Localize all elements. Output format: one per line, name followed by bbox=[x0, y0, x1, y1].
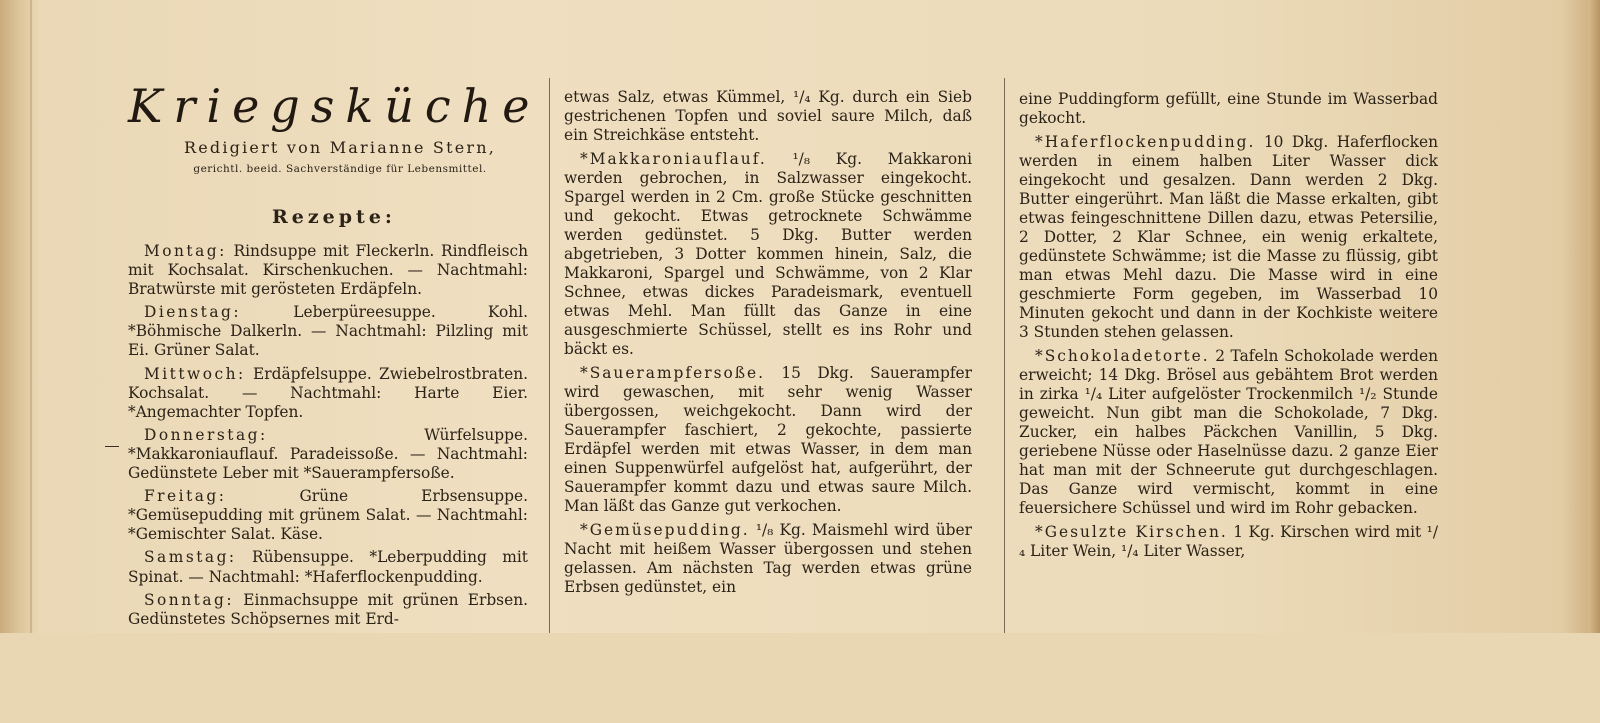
recipe-title: *Schokoladetorte. bbox=[1035, 347, 1210, 365]
page-edge bbox=[1588, 0, 1600, 633]
recipes-heading: Rezepte: bbox=[272, 206, 396, 228]
menu-day-text: Grüne Erbsensuppe. *Gemüsepudding mit grünem Salat. — Nachtmahl: *Gemischter Salat. Käse. bbox=[128, 487, 528, 544]
recipe-text: ¹/₈ Kg. Makkaroni werden gebrochen, in Salzwasser eingekocht. Spargel werden in 2 Cm. große Stücke geschnitten und gekocht. Etwas getrocknete Schwämme werden gedünstet. 5 Dkg. Butter werden abgetrieben, 3 Dotter kommen hinein, Salz, die Makkaroni, Spargel und Schwämme, von 2 Klar Schnee, etwas dickes Paradeismark, eventuell etwas Mehl. Man füllt das Ganze in eine ausgeschmierte Schüssel, stellt es ins Rohr und bäckt es. bbox=[564, 150, 972, 358]
recipe-title: *Gesulzte Kirschen. bbox=[1035, 523, 1228, 541]
menu-day bbox=[128, 303, 528, 360]
menu-day-text: Würfelsuppe. *Makkaroniauflauf. Paradeissoße. — Nachtmahl: Gedünstete Leber mit *Sauerampfersoße. bbox=[128, 425, 528, 483]
recipe-paragraph bbox=[1019, 347, 1438, 518]
menu-day bbox=[128, 591, 528, 629]
menu-day bbox=[128, 548, 528, 586]
recipe-paragraph bbox=[564, 364, 972, 516]
menu-day-label: Donnerstag: bbox=[144, 425, 268, 444]
weekly-menu bbox=[128, 242, 528, 633]
menu-day-label: Dienstag: bbox=[144, 303, 242, 322]
recipe-paragraph bbox=[1019, 133, 1438, 342]
byline: Redigiert von Marianne Stern, bbox=[183, 138, 497, 157]
menu-day-label: Mittwoch: bbox=[144, 364, 246, 383]
recipe-title: *Makkaroniauflauf. bbox=[580, 150, 767, 168]
menu-day-label: Sonntag: bbox=[144, 590, 235, 609]
menu-day-text: Einmachsuppe mit grünen Erbsen. Gedünstetes Schöpsernes mit Erd- bbox=[128, 590, 528, 628]
recipe-paragraph bbox=[564, 521, 972, 597]
menu-day-label: Samstag: bbox=[144, 548, 237, 567]
recipe-text: 10 Dkg. Haferflocken werden in einem halben Liter Wasser dick eingekocht und gesalzen. Dann werden 2 Dkg. Butter eingerührt. Man läßt die Masse erkalten, gibt etwas feingeschnittene Dillen dazu, etwas Petersilie, 2 Dotter, 2 Klar Schnee, ein wenig erkaltete, gedünstete Schwämme; ist die Masse zu flüssig, gibt man etwas Mehl dazu. Die Masse wird in eine geschmierte Form gegeben, im Wasserbad 10 Minuten gekocht und dann in der Kochkiste weitere 3 Stunden stehen gelassen. bbox=[1019, 133, 1438, 341]
recipe-title: *Haferflockenpudding. bbox=[1035, 133, 1256, 151]
recipe-text: eine Puddingform gefüllt, eine Stunde im Wasserbad gekocht. bbox=[1019, 90, 1438, 127]
menu-day bbox=[128, 242, 528, 299]
recipe-column-2 bbox=[564, 88, 972, 721]
page-spine bbox=[30, 0, 32, 633]
margin-mark bbox=[105, 446, 119, 447]
recipe-paragraph bbox=[1019, 523, 1438, 561]
recipe-text: 1 Kg. Kirschen wird mit ¹/₄ Liter Wein, ¹/₄ Liter Wasser, bbox=[1019, 523, 1438, 560]
menu-day-text: Erdäpfelsuppe. Zwiebelrostbraten. Kochsalat. — Nachtmahl: Harte Eier. *Angemachter Topfen. bbox=[128, 364, 528, 421]
byline-subtitle: gerichtl. beeid. Sachverständige für Lebensmittel. bbox=[193, 163, 487, 175]
recipe-text: etwas Salz, etwas Kümmel, ¹/₄ Kg. durch ein Sieb gestrichenen Topfen und soviel saure Milch, daß ein Streichkäse entsteht. bbox=[564, 88, 972, 144]
recipe-column-3 bbox=[1019, 90, 1438, 723]
menu-day bbox=[128, 426, 528, 483]
page-title: Kriegsküche bbox=[128, 79, 541, 133]
recipe-text: 2 Tafeln Schokolade werden erweicht; 14 Dkg. Brösel aus gebähtem Brot werden in zirka ¹/₄ Liter aufgelöster Trockenmilch ¹/₂ Stunde geweicht. Nun gibt man die Schokolade, 7 Dkg. Zucker, ein halbes Päckchen Vanillin, 5 Dkg. geriebene Nüsse oder Haselnüsse dazu. 2 ganze Eier hat man mit der Schneerute gut durchgeschlagen. Das Ganze wird vermischt, kommt in eine feuersichere Schüssel und wird im Rohr gebacken. bbox=[1019, 347, 1438, 517]
menu-day-text: Leberpüreesuppe. Kohl. *Böhmische Dalkerln. — Nachtmahl: Pilzling mit Ei. Grüner Salat. bbox=[128, 303, 528, 360]
menu-day bbox=[128, 365, 528, 422]
menu-day-text: Rindsuppe mit Fleckerln. Rindfleisch mit Kochsalat. Kirschenkuchen. — Nachtmahl: Bratwürste mit gerösteten Erdäpfeln. bbox=[128, 242, 528, 299]
recipe-paragraph bbox=[564, 88, 972, 145]
recipe-text: 15 Dkg. Sauerampfer wird gewaschen, mit sehr wenig Wasser übergossen, weichgekocht. Dann wird der Sauerampfer faschiert, 2 gekochte, passierte Erdäpfel werden mit etwas Wasser, in dem man einen Suppenwürfel aufgelöst hat, aufgerührt, der Sauerampfer kommt dazu und etwas saure Milch. Man läßt das Ganze gut verkochen. bbox=[564, 364, 972, 515]
recipe-paragraph bbox=[564, 150, 972, 359]
menu-day bbox=[128, 487, 528, 544]
column-rule bbox=[1004, 78, 1005, 633]
menu-day-text: Rübensuppe. *Leberpudding mit Spinat. — Nachtmahl: *Haferflockenpudding. bbox=[128, 548, 528, 586]
recipe-text: ¹/₈ Kg. Maismehl wird über Nacht mit heißem Wasser übergossen und stehen gelassen. Am nächsten Tag werden etwas grüne Erbsen gedünstet, ein bbox=[564, 521, 972, 596]
menu-day-label: Montag: bbox=[144, 242, 227, 260]
recipe-title: *Sauerampfersoße. bbox=[580, 364, 766, 382]
recipe-paragraph bbox=[1019, 90, 1438, 128]
recipe-title: *Gemüsepudding. bbox=[580, 521, 750, 539]
menu-day-label: Freitag: bbox=[144, 487, 227, 506]
column-rule bbox=[549, 78, 550, 633]
